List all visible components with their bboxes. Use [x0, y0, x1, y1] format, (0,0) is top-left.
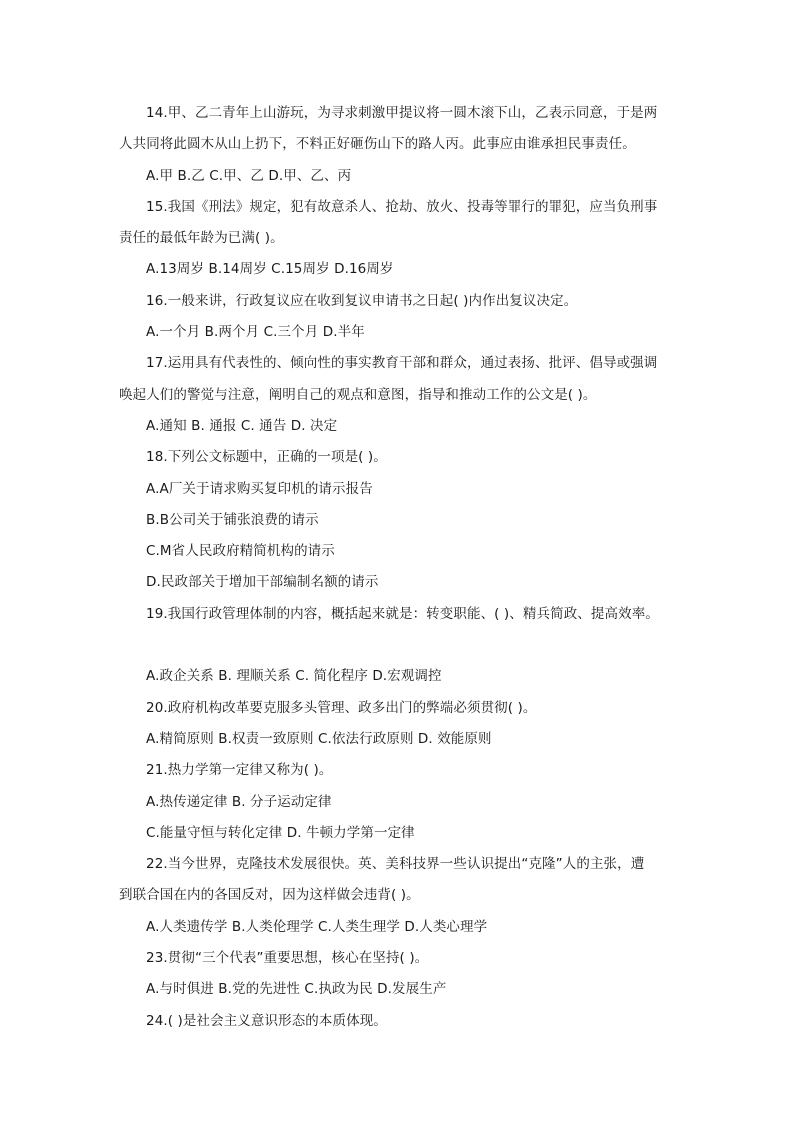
question-23-line-1: 23.贯彻“三个代表”重要思想，核心在坚持( )。: [146, 950, 429, 967]
question-19-line-1: 19.我国行政管理体制的内容，概括起来就是：转变职能、( )、精兵简政、提高效率。: [146, 605, 659, 622]
question-22-line-2: 到联合国在内的各国反对，因为这样做会违背( )。: [119, 887, 420, 904]
question-17-line-1: 17.运用具有代表性的、倾向性的事实教育干部和群众，通过表扬、批评、倡导或强调: [146, 355, 658, 372]
question-22-line-1: 22.当今世界，克隆技术发展很快。英、美科技界一些认识提出“克隆”人的主张，遭: [146, 856, 645, 873]
question-22-options: A.人类遗传学 B.人类伦理学 C.人类生理学 D.人类心理学: [146, 918, 488, 935]
question-17-line-2: 唤起人们的警觉与注意，阐明自己的观点和意图，指导和推动工作的公文是( )。: [119, 386, 597, 403]
question-24-line-1: 24.( )是社会主义意识形态的本质体现。: [146, 1012, 387, 1029]
document-body: [119, 98, 679, 1037]
question-19-options: A.政企关系 B. 理顺关系 C. 简化程序 D.宏观调控: [146, 668, 442, 685]
question-18-option-b: B.B公司关于铺张浪费的请示: [146, 511, 319, 528]
question-16-line-1: 16.一般来讲，行政复议应在收到复议申请书之日起( )内作出复议决定。: [146, 292, 578, 309]
question-18-line-1: 18.下列公文标题中，正确的一项是( )。: [146, 449, 387, 466]
question-16-options: A.一个月 B.两个月 C.三个月 D.半年: [146, 324, 365, 341]
question-17-options: A.通知 B. 通报 C. 通告 D. 决定: [146, 417, 338, 434]
question-15-line-2: 责任的最低年龄为已满( )。: [119, 230, 284, 247]
question-14-line-2: 人共同将此圆木从山上扔下，不料正好砸伤山下的路人丙。此事应由谁承担民事责任。: [119, 136, 636, 153]
question-21-options-1: A.热传递定律 B. 分子运动定律: [146, 793, 332, 810]
question-14-line-1: 14.甲、乙二青年上山游玩，为寻求刺激甲提议将一圆木滚下山，乙表示同意，于是两: [146, 105, 658, 121]
question-21-line-1: 21.热力学第一定律又称为( )。: [146, 762, 333, 779]
question-14-options: A.甲 B.乙 C.甲、乙 D.甲、乙、丙: [146, 167, 352, 184]
question-21-options-2: C.能量守恒与转化定律 D. 牛顿力学第一定律: [146, 824, 415, 841]
question-15-line-1: 15.我国《刑法》规定，犯有故意杀人、抢劫、放火、投毒等罪行的罪犯，应当负刑事: [146, 198, 658, 215]
question-15-options: A.13周岁 B.14周岁 C.15周岁 D.16周岁: [146, 261, 394, 278]
blank-line: [119, 630, 679, 661]
question-20-line-1: 20.政府机构改革要克服多头管理、政多出门的弊端必须贯彻( )。: [146, 699, 537, 716]
question-18-option-d: D.民政部关于增加干部编制名额的请示: [146, 574, 379, 591]
question-23-options: A.与时俱进 B.党的先进性 C.执政为民 D.发展生产: [146, 981, 447, 998]
question-18-option-a: A.A厂关于请求购买复印机的请示报告: [146, 480, 373, 497]
question-20-options: A.精简原则 B.权责一致原则 C.依法行政原则 D. 效能原则: [146, 730, 492, 747]
question-18-option-c: C.M省人民政府精简机构的请示: [146, 543, 335, 560]
